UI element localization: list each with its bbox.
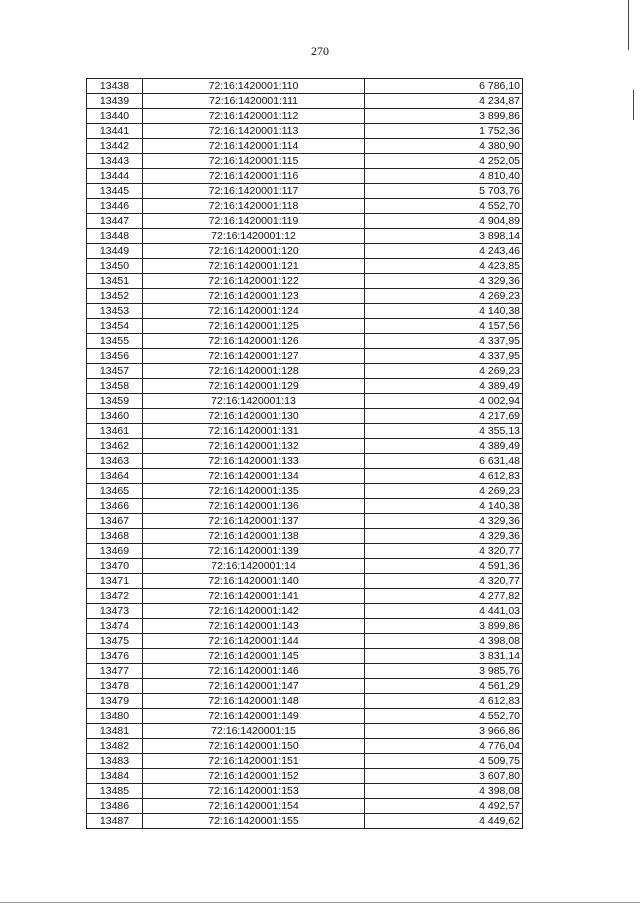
- cadastral-number-cell: 72:16:1420001:154: [143, 799, 365, 814]
- cadastral-number-cell: 72:16:1420001:151: [143, 754, 365, 769]
- row-number-cell: 13441: [87, 124, 143, 139]
- row-number-cell: 13469: [87, 544, 143, 559]
- area-cell: 5 703,76: [365, 184, 523, 199]
- area-cell: 4 423,85: [365, 259, 523, 274]
- cadastral-number-cell: 72:16:1420001:135: [143, 484, 365, 499]
- row-number-cell: 13484: [87, 769, 143, 784]
- table-row: [87, 304, 523, 319]
- area-cell: 4 552,70: [365, 199, 523, 214]
- row-number-cell: 13477: [87, 664, 143, 679]
- cadastral-number-cell: 72:16:1420001:142: [143, 604, 365, 619]
- table-row: [87, 604, 523, 619]
- area-cell: 4 329,36: [365, 529, 523, 544]
- row-number-cell: 13487: [87, 814, 143, 829]
- table-row: [87, 454, 523, 469]
- cadastral-number-cell: 72:16:1420001:139: [143, 544, 365, 559]
- area-cell: 4 612,83: [365, 694, 523, 709]
- area-cell: 4 243,46: [365, 244, 523, 259]
- table-row: [87, 649, 523, 664]
- row-number-cell: 13453: [87, 304, 143, 319]
- parcel-table-body: [87, 79, 523, 829]
- area-cell: 3 898,14: [365, 229, 523, 244]
- cadastral-number-cell: 72:16:1420001:111: [143, 94, 365, 109]
- table-row: [87, 664, 523, 679]
- table-row: [87, 619, 523, 634]
- table-row: [87, 694, 523, 709]
- table-row: [87, 184, 523, 199]
- parcel-table: [86, 78, 523, 829]
- table-row: [87, 364, 523, 379]
- area-cell: 4 561,29: [365, 679, 523, 694]
- row-number-cell: 13463: [87, 454, 143, 469]
- area-cell: 4 389,49: [365, 379, 523, 394]
- table-row: [87, 439, 523, 454]
- row-number-cell: 13486: [87, 799, 143, 814]
- row-number-cell: 13482: [87, 739, 143, 754]
- cadastral-number-cell: 72:16:1420001:13: [143, 394, 365, 409]
- area-cell: 4 329,36: [365, 514, 523, 529]
- cadastral-number-cell: 72:16:1420001:133: [143, 454, 365, 469]
- table-row: [87, 799, 523, 814]
- cadastral-number-cell: 72:16:1420001:146: [143, 664, 365, 679]
- area-cell: 6 786,10: [365, 79, 523, 94]
- area-cell: 4 140,38: [365, 499, 523, 514]
- table-row: [87, 514, 523, 529]
- area-cell: 3 831,14: [365, 649, 523, 664]
- row-number-cell: 13454: [87, 319, 143, 334]
- table-row: [87, 424, 523, 439]
- cadastral-number-cell: 72:16:1420001:150: [143, 739, 365, 754]
- row-number-cell: 13476: [87, 649, 143, 664]
- row-number-cell: 13458: [87, 379, 143, 394]
- table-row: [87, 769, 523, 784]
- row-number-cell: 13452: [87, 289, 143, 304]
- cadastral-number-cell: 72:16:1420001:132: [143, 439, 365, 454]
- cadastral-number-cell: 72:16:1420001:114: [143, 139, 365, 154]
- table-row: [87, 319, 523, 334]
- cadastral-number-cell: 72:16:1420001:117: [143, 184, 365, 199]
- cadastral-number-cell: 72:16:1420001:115: [143, 154, 365, 169]
- area-cell: 4 776,04: [365, 739, 523, 754]
- cadastral-number-cell: 72:16:1420001:116: [143, 169, 365, 184]
- table-row: [87, 529, 523, 544]
- area-cell: 3 985,76: [365, 664, 523, 679]
- scan-edge-mark-top-right: [628, 0, 629, 50]
- row-number-cell: 13475: [87, 634, 143, 649]
- cadastral-number-cell: 72:16:1420001:148: [143, 694, 365, 709]
- row-number-cell: 13470: [87, 559, 143, 574]
- cadastral-number-cell: 72:16:1420001:147: [143, 679, 365, 694]
- row-number-cell: 13473: [87, 604, 143, 619]
- row-number-cell: 13459: [87, 394, 143, 409]
- table-row: [87, 109, 523, 124]
- cadastral-number-cell: 72:16:1420001:120: [143, 244, 365, 259]
- row-number-cell: 13451: [87, 274, 143, 289]
- row-number-cell: 13466: [87, 499, 143, 514]
- table-row: [87, 679, 523, 694]
- page-number: 270: [311, 44, 329, 58]
- table-row: [87, 124, 523, 139]
- cadastral-number-cell: 72:16:1420001:124: [143, 304, 365, 319]
- table-row: [87, 814, 523, 829]
- cadastral-number-cell: 72:16:1420001:110: [143, 79, 365, 94]
- cadastral-number-cell: 72:16:1420001:12: [143, 229, 365, 244]
- area-cell: 4 269,23: [365, 364, 523, 379]
- row-number-cell: 13439: [87, 94, 143, 109]
- cadastral-number-cell: 72:16:1420001:143: [143, 619, 365, 634]
- area-cell: 4 269,23: [365, 484, 523, 499]
- area-cell: 4 337,95: [365, 334, 523, 349]
- area-cell: 4 380,90: [365, 139, 523, 154]
- table-row: [87, 559, 523, 574]
- row-number-cell: 13443: [87, 154, 143, 169]
- area-cell: 4 552,70: [365, 709, 523, 724]
- area-cell: 4 277,82: [365, 589, 523, 604]
- row-number-cell: 13461: [87, 424, 143, 439]
- row-number-cell: 13442: [87, 139, 143, 154]
- row-number-cell: 13472: [87, 589, 143, 604]
- row-number-cell: 13471: [87, 574, 143, 589]
- cadastral-number-cell: 72:16:1420001:123: [143, 289, 365, 304]
- cadastral-number-cell: 72:16:1420001:126: [143, 334, 365, 349]
- cadastral-number-cell: 72:16:1420001:134: [143, 469, 365, 484]
- table-row: [87, 154, 523, 169]
- row-number-cell: 13481: [87, 724, 143, 739]
- row-number-cell: 13438: [87, 79, 143, 94]
- area-cell: 4 320,77: [365, 544, 523, 559]
- area-cell: 3 607,80: [365, 769, 523, 784]
- table-row: [87, 634, 523, 649]
- scan-edge-mark-bottom: [0, 902, 640, 903]
- area-cell: 4 591,36: [365, 559, 523, 574]
- area-cell: 4 157,56: [365, 319, 523, 334]
- area-cell: 4 449,62: [365, 814, 523, 829]
- table-row: [87, 589, 523, 604]
- row-number-cell: 13448: [87, 229, 143, 244]
- table-row: [87, 349, 523, 364]
- table-row: [87, 334, 523, 349]
- area-cell: 4 389,49: [365, 439, 523, 454]
- cadastral-number-cell: 72:16:1420001:119: [143, 214, 365, 229]
- row-number-cell: 13478: [87, 679, 143, 694]
- cadastral-number-cell: 72:16:1420001:129: [143, 379, 365, 394]
- table-row: [87, 199, 523, 214]
- cadastral-number-cell: 72:16:1420001:112: [143, 109, 365, 124]
- table-row: [87, 499, 523, 514]
- scan-edge-mark-right: [633, 90, 634, 120]
- table-row: [87, 79, 523, 94]
- row-number-cell: 13480: [87, 709, 143, 724]
- table-row: [87, 754, 523, 769]
- table-row: [87, 94, 523, 109]
- table-row: [87, 394, 523, 409]
- table-row: [87, 544, 523, 559]
- cadastral-number-cell: 72:16:1420001:153: [143, 784, 365, 799]
- table-row: [87, 709, 523, 724]
- table-row: [87, 574, 523, 589]
- cadastral-number-cell: 72:16:1420001:145: [143, 649, 365, 664]
- area-cell: 4 320,77: [365, 574, 523, 589]
- table-row: [87, 139, 523, 154]
- area-cell: 6 631,48: [365, 454, 523, 469]
- table-row: [87, 484, 523, 499]
- row-number-cell: 13485: [87, 784, 143, 799]
- cadastral-number-cell: 72:16:1420001:155: [143, 814, 365, 829]
- cadastral-number-cell: 72:16:1420001:136: [143, 499, 365, 514]
- table-row: [87, 784, 523, 799]
- cadastral-number-cell: 72:16:1420001:144: [143, 634, 365, 649]
- row-number-cell: 13450: [87, 259, 143, 274]
- area-cell: 4 337,95: [365, 349, 523, 364]
- table-row: [87, 259, 523, 274]
- row-number-cell: 13447: [87, 214, 143, 229]
- area-cell: 4 441,03: [365, 604, 523, 619]
- row-number-cell: 13462: [87, 439, 143, 454]
- area-cell: 4 612,83: [365, 469, 523, 484]
- cadastral-number-cell: 72:16:1420001:15: [143, 724, 365, 739]
- area-cell: 4 810,40: [365, 169, 523, 184]
- cadastral-number-cell: 72:16:1420001:127: [143, 349, 365, 364]
- row-number-cell: 13449: [87, 244, 143, 259]
- area-cell: 4 252,05: [365, 154, 523, 169]
- area-cell: 3 899,86: [365, 109, 523, 124]
- cadastral-number-cell: 72:16:1420001:140: [143, 574, 365, 589]
- table-row: [87, 274, 523, 289]
- table-row: [87, 169, 523, 184]
- row-number-cell: 13474: [87, 619, 143, 634]
- row-number-cell: 13465: [87, 484, 143, 499]
- cadastral-number-cell: 72:16:1420001:113: [143, 124, 365, 139]
- row-number-cell: 13467: [87, 514, 143, 529]
- row-number-cell: 13440: [87, 109, 143, 124]
- area-cell: 4 398,08: [365, 784, 523, 799]
- table-row: [87, 214, 523, 229]
- area-cell: 4 329,36: [365, 274, 523, 289]
- row-number-cell: 13455: [87, 334, 143, 349]
- area-cell: 4 904,89: [365, 214, 523, 229]
- cadastral-number-cell: 72:16:1420001:138: [143, 529, 365, 544]
- row-number-cell: 13483: [87, 754, 143, 769]
- area-cell: 4 217,69: [365, 409, 523, 424]
- area-cell: 4 002,94: [365, 394, 523, 409]
- row-number-cell: 13460: [87, 409, 143, 424]
- table-row: [87, 409, 523, 424]
- cadastral-number-cell: 72:16:1420001:118: [143, 199, 365, 214]
- area-cell: 3 899,86: [365, 619, 523, 634]
- table-row: [87, 379, 523, 394]
- row-number-cell: 13446: [87, 199, 143, 214]
- cadastral-number-cell: 72:16:1420001:128: [143, 364, 365, 379]
- area-cell: 4 398,08: [365, 634, 523, 649]
- table-row: [87, 229, 523, 244]
- cadastral-number-cell: 72:16:1420001:125: [143, 319, 365, 334]
- cadastral-number-cell: 72:16:1420001:149: [143, 709, 365, 724]
- cadastral-number-cell: 72:16:1420001:131: [143, 424, 365, 439]
- table-row: [87, 469, 523, 484]
- cadastral-number-cell: 72:16:1420001:130: [143, 409, 365, 424]
- table-row: [87, 739, 523, 754]
- area-cell: 4 234,87: [365, 94, 523, 109]
- cadastral-number-cell: 72:16:1420001:14: [143, 559, 365, 574]
- area-cell: 4 509,75: [365, 754, 523, 769]
- area-cell: 4 269,23: [365, 289, 523, 304]
- cadastral-number-cell: 72:16:1420001:121: [143, 259, 365, 274]
- row-number-cell: 13444: [87, 169, 143, 184]
- row-number-cell: 13457: [87, 364, 143, 379]
- area-cell: 1 752,36: [365, 124, 523, 139]
- row-number-cell: 13445: [87, 184, 143, 199]
- cadastral-number-cell: 72:16:1420001:122: [143, 274, 365, 289]
- area-cell: 4 492,57: [365, 799, 523, 814]
- area-cell: 4 140,38: [365, 304, 523, 319]
- area-cell: 4 355,13: [365, 424, 523, 439]
- table-row: [87, 724, 523, 739]
- area-cell: 3 966,86: [365, 724, 523, 739]
- table-row: [87, 289, 523, 304]
- row-number-cell: 13468: [87, 529, 143, 544]
- cadastral-number-cell: 72:16:1420001:137: [143, 514, 365, 529]
- row-number-cell: 13456: [87, 349, 143, 364]
- cadastral-number-cell: 72:16:1420001:152: [143, 769, 365, 784]
- cadastral-number-cell: 72:16:1420001:141: [143, 589, 365, 604]
- table-row: [87, 244, 523, 259]
- row-number-cell: 13479: [87, 694, 143, 709]
- row-number-cell: 13464: [87, 469, 143, 484]
